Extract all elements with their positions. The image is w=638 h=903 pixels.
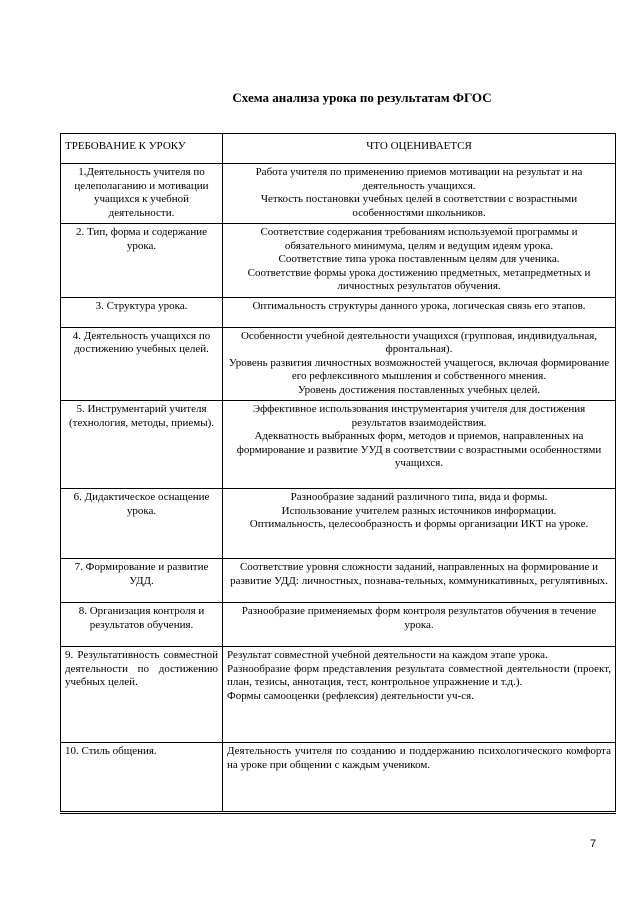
criteria-text: Оптимальность, целесообразность и формы организации ИКТ на уроке. <box>249 518 589 530</box>
table-row <box>61 489 616 559</box>
criteria-text: Соответствие типа урока поставленным целям для ученика. <box>278 253 560 265</box>
criteria-text: Разнообразие применяемых форм контроля результатов обучения в течение урока. <box>241 605 597 631</box>
criteria-cell <box>223 401 616 489</box>
requirement-cell: 2. Тип, форма и содержание урока. <box>61 224 223 298</box>
header-criteria: ЧТО ОЦЕНИВАЕТСЯ <box>223 134 616 164</box>
criteria-text: Адекватность выбранных форм, методов и приемов, направленных на формирование и развитие УУД в соответствии с возрастными особенностями учащихся. <box>236 430 602 469</box>
analysis-table <box>60 133 616 814</box>
criteria-cell <box>223 224 616 298</box>
table-row <box>61 401 616 489</box>
requirement-cell: 7. Формирование и развитие УДД. <box>61 559 223 603</box>
requirement-cell: 1.Деятельность учителя по целеполаганию и мотивации учащихся к учебной деятельности. <box>61 164 223 224</box>
criteria-cell <box>223 327 616 401</box>
criteria-text: Использование учителем разных источников информации. <box>281 504 557 517</box>
header-requirement: ТРЕБОВАНИЕ К УРОКУ <box>61 134 223 164</box>
table-row <box>61 297 616 327</box>
criteria-text: Деятельность учителя по созданию и поддержанию психологического комфорта на уроке при общении с каждым учеником. <box>227 745 611 771</box>
requirement-cell: 4. Деятельность учащихся по достижению учебных целей. <box>61 327 223 401</box>
table-row <box>61 327 616 401</box>
criteria-text: Разнообразие заданий различного типа, вида и формы. <box>290 491 548 503</box>
table-row <box>61 559 616 603</box>
table-row <box>61 647 616 743</box>
criteria-text: Разнообразие форм представления результата совместной деятельности (проект, план, тезисы, аннотация, тест, контрольное упражнение и т.д.). <box>227 662 611 688</box>
criteria-cell <box>223 297 616 327</box>
criteria-cell <box>223 743 616 813</box>
criteria-text: Формы самооценки (рефлексия) деятельности уч-ся. <box>227 689 474 702</box>
table-row <box>61 603 616 647</box>
table-header-row <box>61 134 616 164</box>
criteria-cell <box>223 603 616 647</box>
criteria-text: Эффективное использования инструментария учителя для достижения результатов взаимодействия. <box>252 403 586 429</box>
requirement-cell: 10. Стиль общения. <box>61 743 223 813</box>
criteria-text: Соответствие уровня сложности заданий, направленных на формирование и развитие УДД: личностных, познава-тельных, коммуникативных, регулятивных. <box>230 561 608 587</box>
table-row <box>61 224 616 298</box>
criteria-cell <box>223 559 616 603</box>
criteria-text: Уровень достижения поставленных учебных целей. <box>297 383 541 396</box>
criteria-text: Работа учителя по применению приемов мотивации на результат и на деятельность учащихся. <box>255 166 583 192</box>
requirement-cell: 3. Структура урока. <box>61 297 223 327</box>
criteria-text: Уровень развития личностных возможностей учащегося, включая формирование его рефлексивного мышления и собственного мнения. <box>228 356 610 382</box>
criteria-text: Оптимальность структуры данного урока, логическая связь его этапов. <box>252 299 586 312</box>
criteria-text: Результат совместной учебной деятельности на каждом этапе урока. <box>227 649 548 661</box>
requirement-cell: 9. Результативность совместной деятельности по достижению учебных целей. <box>61 647 223 743</box>
criteria-text: Соответствие содержания требованиям используемой программы и обязательного минимума, целям и ведущим идеям урока. <box>260 226 578 252</box>
table-row <box>61 164 616 224</box>
criteria-cell <box>223 489 616 559</box>
requirement-cell: 5. Инструментарий учителя (технология, методы, приемы). <box>61 401 223 489</box>
criteria-text: Соответствие формы урока достижению предметных, метапредметных и личностных результатов обучения. <box>247 266 591 292</box>
requirement-cell: 6. Дидактическое оснащение урока. <box>61 489 223 559</box>
table-row <box>61 743 616 813</box>
criteria-text: Четкость постановки учебных целей в соответствии с возрастными особенностями школьников. <box>260 193 578 219</box>
criteria-cell <box>223 164 616 224</box>
requirement-cell: 8. Организация контроля и результатов обучения. <box>61 603 223 647</box>
page-title: Схема анализа урока по результатам ФГОС <box>232 90 492 105</box>
page-number: 7 <box>590 838 597 850</box>
criteria-text: Особенности учебной деятельности учащихся (групповая, индивидуальная, фронтальная). <box>240 329 598 355</box>
criteria-cell <box>223 647 616 743</box>
